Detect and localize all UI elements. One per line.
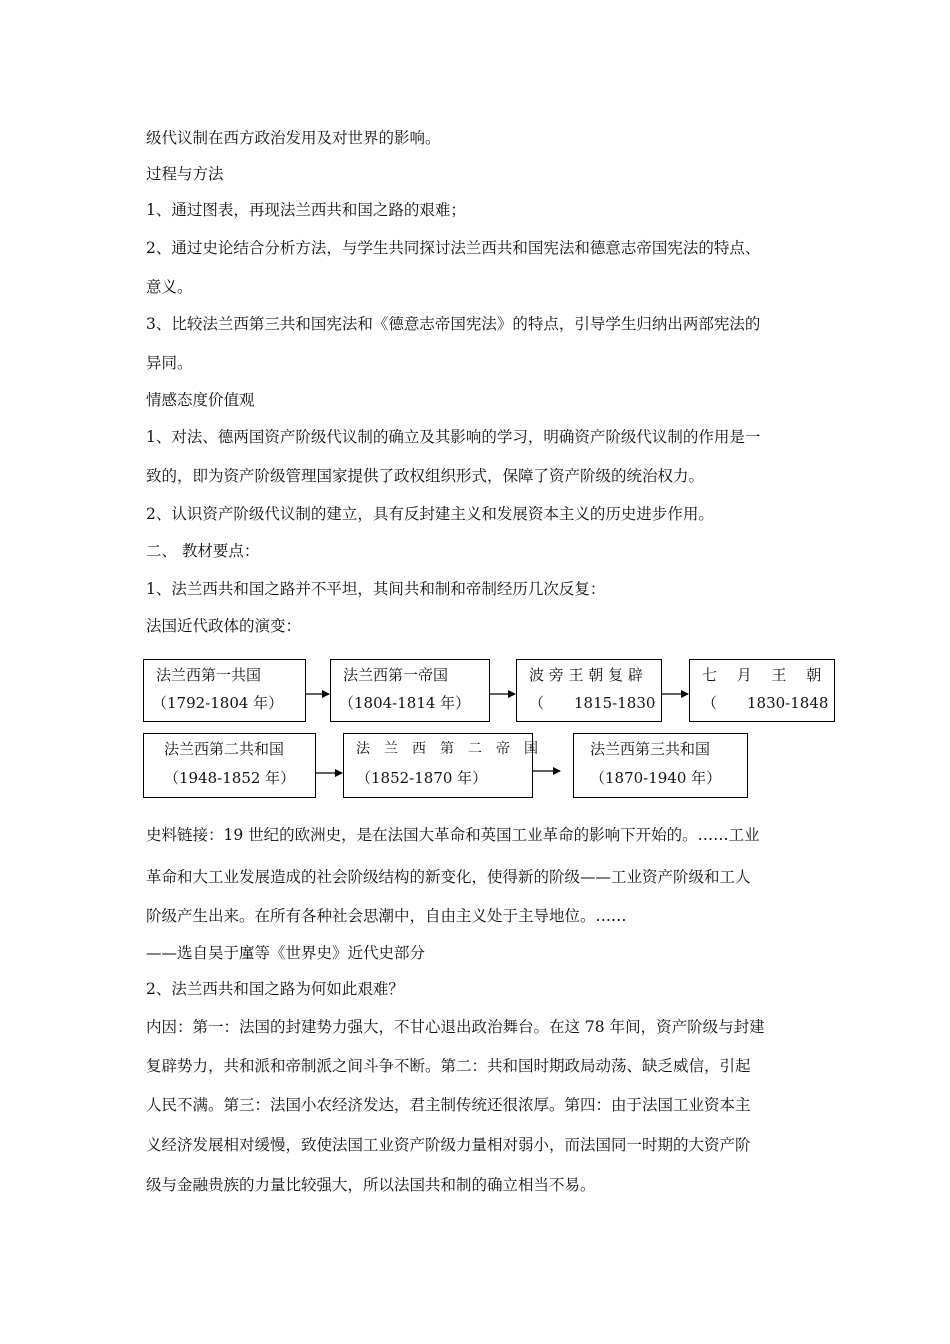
regime-years: （1948-1852 年） — [164, 769, 296, 787]
text-line: 意义。 — [146, 278, 193, 296]
text-line: 级与金融贵族的力量比较强大，所以法国共和制的确立相当不易。 — [146, 1176, 596, 1194]
text-line: 1、通过图表，再现法兰西共和国之路的艰难； — [146, 201, 466, 219]
regime-years: （1870-1940 年） — [590, 769, 722, 787]
text-line: 阶级产生出来。在所有各种社会思潮中，自由主义处于主导地位。…… — [146, 907, 627, 925]
section-heading: 过程与方法 — [146, 165, 224, 183]
regime-name: 法兰西第三共和国 — [590, 740, 711, 758]
text-line: 革命和大工业发展造成的社会阶级结构的新变化，使得新的阶级——工业资产阶级和工人 — [146, 868, 751, 886]
regime-years: （ 1830-1848 — [702, 694, 829, 712]
section-heading: 二、 教材要点： — [146, 542, 260, 560]
text-line: 2、认识资产阶级代议制的建立，具有反封建主义和发展资本主义的历史进步作用。 — [146, 505, 714, 523]
text-line: 异同。 — [146, 354, 193, 372]
regime-years: （1852-1870 年） — [356, 769, 488, 787]
regime-name: 七 月 王 朝 — [702, 666, 822, 684]
citation: ——选自吴于廑等《世界史》近代史部分 — [146, 944, 426, 962]
text-line: 义经济发展相对缓慢，致使法国工业资产阶级力量相对弱小，而法国同一时期的大资产阶 — [146, 1136, 751, 1154]
text-line: 复辟势力，共和派和帝制派之间斗争不断。第二：共和国时期政局动荡、缺乏威信，引起 — [146, 1057, 751, 1075]
regime-years: （1804-1814 年） — [339, 694, 471, 712]
regime-name: 法 兰 西 第 二 帝 国 — [356, 741, 538, 757]
regime-name: 波 旁 王 朝 复 辟 — [529, 666, 643, 684]
text-line: 致的，即为资产阶级管理国家提供了政权组织形式，保障了资产阶级的统治权力。 — [146, 467, 705, 485]
text-line: 级代议制在西方政治发用及对世界的影响。 — [146, 129, 441, 147]
text-line: 2、法兰西共和国之路为何如此艰难？ — [146, 980, 404, 998]
text-line: 人民不满。第三：法国小农经济发达，君主制传统还很浓厚。第四：由于法国工业资本主 — [146, 1096, 751, 1114]
text-line: 2、通过史论结合分析方法，与学生共同探讨法兰西共和国宪法和德意志帝国宪法的特点、 — [146, 239, 761, 257]
regime-years: （ 1815-1830 — [529, 694, 656, 712]
text-line: 内因：第一：法国的封建势力强大，不甘心退出政治舞台。在这 78 年间，资产阶级与封建 — [146, 1018, 765, 1036]
text-line: 3、比较法兰西第三共和国宪法和《德意志帝国宪法》的特点，引导学生归纳出两部宪法的 — [146, 315, 761, 333]
text-line: 1、对法、德两国资产阶级代议制的确立及其影响的学习，明确资产阶级代议制的作用是一 — [146, 428, 761, 446]
text-line: 史料链接：19 世纪的欧洲史，是在法国大革命和英国工业革命的影响下开始的。……工业 — [146, 826, 760, 844]
regime-name: 法兰西第一共国 — [156, 666, 262, 684]
regime-name: 法兰西第二共和国 — [164, 740, 285, 758]
text-line: 1、法兰西共和国之路并不平坦，其间共和制和帝制经历几次反复： — [146, 580, 606, 598]
diagram-title: 法国近代政体的演变： — [146, 617, 302, 635]
regime-years: （1792-1804 年） — [152, 694, 284, 712]
section-heading: 情感态度价值观 — [146, 391, 255, 409]
regime-name: 法兰西第一帝国 — [343, 666, 449, 684]
